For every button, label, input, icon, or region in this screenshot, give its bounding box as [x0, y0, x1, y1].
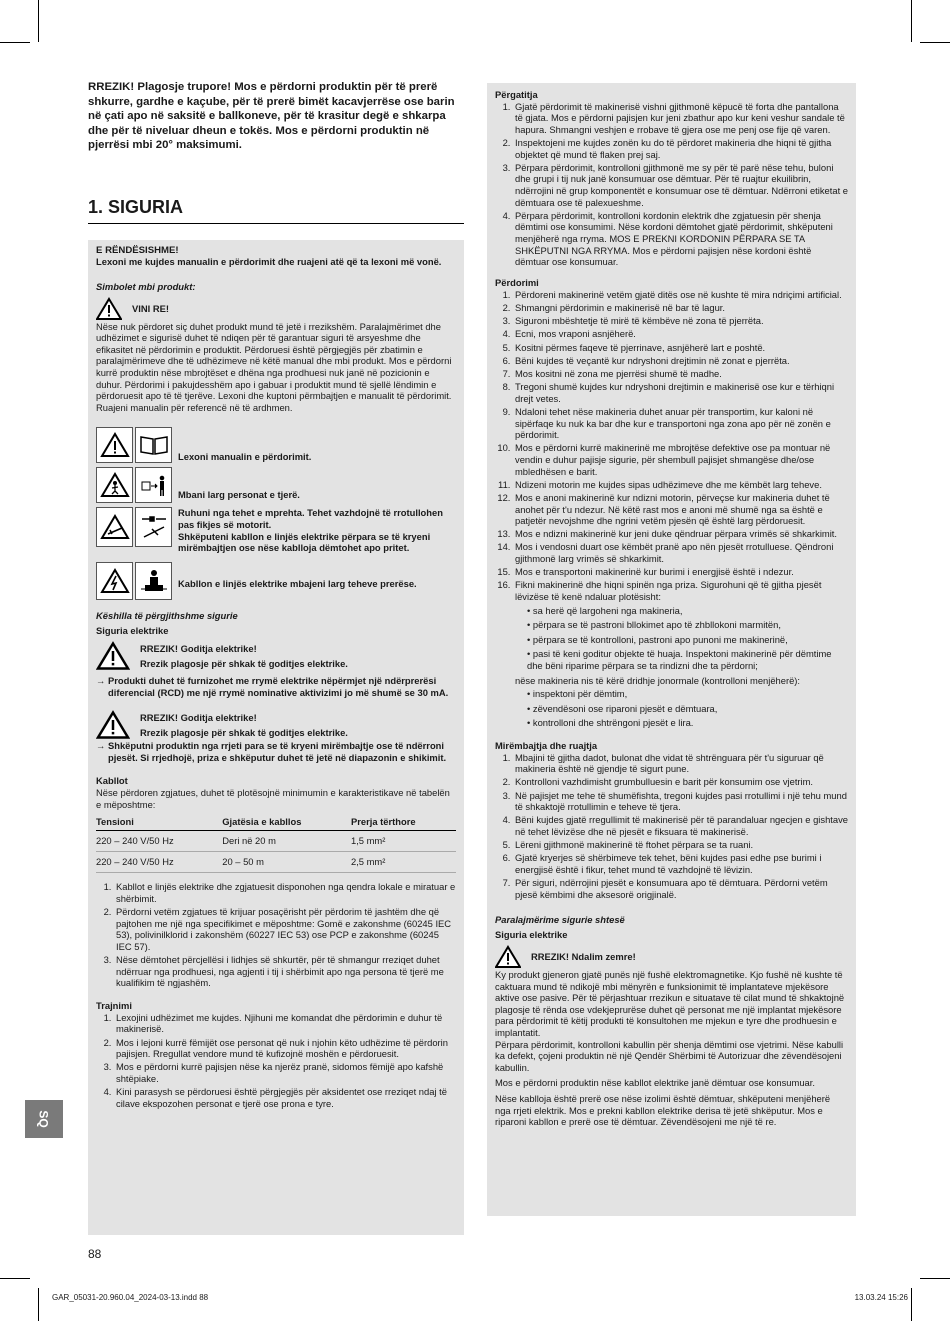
symbol-manual-text: Lexoni manualin e përdorimit.	[178, 451, 312, 463]
use-heading: Përdorimi	[495, 277, 539, 289]
list-item: 5. Lëreni gjithmonë makinerinë të ftohet përpara se ta ruani.	[513, 839, 848, 851]
list-item: 1. Mbajini të gjitha dadot, bulonat dhe vidat të shtrënguara për t'u siguruar që makineria është në gjendje të sigurt pune.	[513, 752, 848, 775]
table-row	[96, 831, 456, 852]
list-item: 3. Siguroni mbështetje të mirë të këmbëve në zona të pjerrëta.	[513, 315, 848, 327]
symbol-bystanders-text: Mbani larg personat e tjerë.	[178, 489, 300, 501]
danger-row-1	[96, 641, 456, 671]
list-item: 3. Mos e përdorni kurrë pajisjen nëse ka njerëz pranë, sidomos fëmijë apo kafshë shtëpiake.	[114, 1061, 456, 1084]
bullets-intro: nëse makineria nis të kërë dridhje jonormale (kontrolloni menjëherë):	[515, 674, 801, 686]
language-tab	[25, 1100, 63, 1138]
symbol-disconnect-text: Shkëputeni kabllon e linjës elektrike përpara se të kryeni mirëmbajtjen ose nëse kablloja dëmtohet apo pritet.	[178, 530, 431, 554]
danger1-title: RREZIK! Goditja elektrike!	[140, 642, 257, 654]
bullet-item: • zëvendësoni ose riparoni pjesët e dëmtuara,	[527, 703, 848, 715]
use-list	[495, 289, 848, 603]
table-cell: 220 – 240 V/50 Hz	[96, 831, 222, 852]
warning-triangle-icon	[96, 467, 133, 503]
crop-mark	[0, 42, 30, 43]
language-code: SQ	[37, 1110, 51, 1128]
list-item: 1. Përdoreni makinerinë vetëm gjatë ditës ose në kushte të mira ndriçimi artificial.	[513, 289, 848, 301]
crop-mark	[0, 1278, 30, 1279]
list-item: 2. Mos i lejoni kurrë fëmijët ose personat që nuk i njohin këto udhëzime të përdorin pajisjen. Rregullat vendore mund të kufizojnë moshën e përdoruesit.	[114, 1037, 456, 1060]
list-item: 3. Në pajisjet me tehe të shumëfishta, tregoni kujdes pasi rrotullimi i një tehu mund të shkaktojë rrotullimin e teheve të tjera.	[513, 790, 848, 813]
disconnect-instruction: → Shkëputni produktin nga rrjeti para se të kryeni mirëmbajtje ose të ndërroni pjesët. Si rrjedhojë, priza e shkëputur duhet të jetë në diapazonin e shikimit.	[96, 740, 447, 763]
heart-warning-row	[495, 945, 848, 969]
list-item: 3. Përpara përdorimit, kontrolloni gjithmonë me sy për të parë nëse tehu, buloni dhe grupi i tij nuk janë konsumuar ose dëmtuar. Për të ruajtur ekuilibrin, ndërrojini në grup komponentët e konsumuar ose të dëmtuar. Ndërroni etiketat e dëmtuara ose të palexueshme.	[513, 162, 848, 208]
symbol-blades-text: Ruhuni nga tehet e mprehta. Tehet vazhdojnë të rrotullohen pas fikjes së motorit.	[178, 507, 443, 531]
person-distance-icon	[135, 467, 172, 503]
list-item: 3. Nëse dëmtohet përcjellësi i lidhjes së shkurtër, për të shmangur rreziqet duhet ndërruar nga prodhuesi, nga agjenti i tij i shërbimit apo nga persona të tjerë me kualifikim të ngjashëm.	[114, 954, 456, 989]
list-item: 16. Fikni makinerinë dhe hiqni spinën nga priza. Sigurohuni që të gjitha pjesët lëvizëse të kenë ndaluar plotësisht:	[513, 579, 848, 602]
list-item: 15. Mos e transportoni makinerinë kur burimi i energjisë është i ndezur.	[513, 566, 848, 578]
rcd-instruction: → Produkti duhet të furnizohet me rrymë elektrike nëpërmjet një ndërprerësi diferencial (RCD) me një rrymë nominative aktivizimi jo më shumë se 30 mA.	[96, 675, 449, 698]
section-title: 1. SIGURIA	[88, 197, 464, 224]
list-item: 2. Kontrolloni vazhdimisht grumbulluesin e barit për konsumim ose vjetrim.	[513, 776, 848, 788]
use-bullets	[495, 605, 848, 729]
prep-heading: Përgatitja	[495, 89, 538, 100]
list-item: 6. Bëni kujdes të veçantë kur ndryshoni drejtimin në zonat e pjerrëta.	[513, 355, 848, 367]
table-header: Prerja tërthore	[351, 813, 456, 831]
list-item: 4. Bëni kujdes gjatë rregullimit të makinerisë për të parandaluar ngecjen e gishtave në tehet lëvizëse dhe në pjesët e fiksuara të makinerisë.	[513, 814, 848, 837]
plug-disconnect-icon	[135, 507, 172, 547]
table-header: Gjatësia e kabllos	[222, 813, 351, 831]
list-item: 8. Tregoni shumë kujdes kur ndryshoni drejtimin e makinerisë ose kur e tërhiqni drejt vetes.	[513, 381, 848, 404]
bullet-item: • sa herë që largoheni nga makineria,	[527, 605, 848, 617]
maint-list	[495, 752, 848, 901]
warning-triangle-icon	[96, 427, 133, 463]
list-item: 2. Shmangni përdorimin e makinerisë në bar të lagur.	[513, 302, 848, 314]
maint-heading: Mirëmbajtja dhe ruajtja	[495, 739, 598, 751]
vini-re-text: Nëse nuk përdoret siç duhet produkt mund të jetë i rrezikshëm. Paralajmërimet dhe udhëzimet e sigurisë duhet të ndiqen për të garantuar siguri të arsyeshme dhe efikasitet në përdorimin e produktit. Përdoruesi është përgjegjës për zbatimin e paralajmërimeve dhe të udhëzimeve në këtë manual dhe mbi produkt. Mos e përdorni kurrë produktin nëse mbrojtëset e dhëna nga prodhuesi nuk janë në pozicionin e duhur. Përdorimi i pakujdesshëm apo i gabuar i produktit mund të sjellë lëndimin e përdoruesit apo të të tjerëve. Lexoni dhe kuptoni përmbajtjen e manualit të përdorimit. Ruajeni manualin për referencë në të ardhmen.	[96, 320, 452, 413]
prep-list	[495, 101, 848, 268]
list-item: 9. Ndaloni tehet nëse makineria duhet anuar për transportim, kur kaloni në sipërfaqe ku nuk ka bar dhe kur e transportoni nga zona apo për në zonën e përdorimit.	[513, 406, 848, 441]
list-item: 11. Ndizeni motorin me kujdes sipas udhëzimeve dhe me këmbët larg teheve.	[513, 479, 848, 491]
list-item: 4. Ecni, mos vraponi asnjëherë.	[513, 328, 848, 340]
crop-mark	[920, 1278, 950, 1279]
symbol-row-blades	[96, 507, 456, 553]
footer-timestamp: 13.03.24 15:26	[854, 1293, 908, 1302]
list-item: 12. Mos e anoni makinerinë kur ndizni motorin, përveçse kur makineria duhet të anohet për t'u ndezur. Në këtë rast mos e anoni më shumë nga sa është e patjetër nevojshme dhe ngrini vetëm pjesën që është larg përdoruesit.	[513, 492, 848, 527]
crop-mark	[911, 0, 912, 42]
general-heading: Këshilla të përgjithshme sigurie	[96, 609, 238, 621]
symbol-blades-texts	[172, 507, 456, 553]
danger2-title: RREZIK! Goditja elektrike!	[140, 712, 257, 724]
list-item: 2. Inspektojeni me kujdes zonën ku do të përdoret makineria dhe hiqni të gjitha objektet që mund të flaken prej saj.	[513, 137, 848, 160]
table-cell: 20 – 50 m	[222, 852, 351, 873]
crop-mark	[38, 1288, 39, 1321]
table-cell: Deri në 20 m	[222, 831, 351, 852]
extra-heading: Paralajmërime sigurie shtesë	[495, 913, 625, 925]
symbols-heading: Simbolet mbi produkt:	[96, 281, 196, 293]
vini-re-row	[96, 297, 456, 321]
cables-table	[96, 813, 456, 873]
safety-box	[88, 240, 464, 1235]
list-item: 10. Mos e përdorni kurrë makinerinë me mbrojtëse defektive ose pa montuar në vendin e duhur pajisje sigurie, për shembull pajisjet shmangëse dhe/ose mbledhësen e barit.	[513, 442, 848, 477]
electric-warning-icon	[96, 562, 133, 600]
page-number: 88	[88, 1247, 102, 1261]
bullet-item: • përpara se të pastroni bllokimet apo të zhbllokoni marmitën,	[527, 619, 848, 631]
list-item: 5. Kositni përmes faqeve të pjerrinave, asnjëherë lart e poshtë.	[513, 342, 848, 354]
bullet-item: • përpara se të kontrolloni, pastroni apo punoni me makinerinë,	[527, 634, 848, 646]
vini-re-label: VINI RE!	[132, 302, 169, 314]
warning-triangle-icon	[96, 507, 133, 547]
table-cell: 220 – 240 V/50 Hz	[96, 852, 222, 873]
table-cell: 2,5 mm²	[351, 852, 456, 873]
extra-paragraph-2: Përpara përdorimit, kontrolloni kabullin për shenja dëmtimi ose vjetrimi. Nëse kabulli ka defekt, çojeni produktin në një Qendër Shërbimi të Autorizuar dhe zëvendësojeni kabullin.	[495, 1038, 844, 1073]
danger-row-2	[96, 710, 456, 740]
list-item: 13. Mos e ndizni makinerinë kur jeni duke qëndruar përpara vrimës së shkarkimit.	[513, 528, 848, 540]
symbol-cable-text: Kabllon e linjës elektrike mbajeni larg teheve prerëse.	[178, 577, 417, 589]
warning-triangle-icon	[96, 297, 122, 321]
crop-mark	[911, 1288, 912, 1321]
warning-triangle-icon	[96, 710, 130, 740]
symbol-row-cable	[96, 562, 456, 600]
extra-subheading: Siguria elektrike	[495, 929, 568, 941]
warning-triangle-icon	[495, 945, 521, 969]
bullet-item: • inspektoni për dëmtim,	[527, 688, 848, 700]
danger2-text: Rrezik plagosje për shkak të goditjes elektrike.	[140, 726, 348, 738]
bullet-item: • kontrolloni dhe shtrëngoni pjesët e lira.	[527, 717, 848, 729]
extra-paragraph-1: Ky produkt gjeneron gjatë punës një fushë elektromagnetike. Kjo fushë në kushte të caktuara mund të ndikojë mbi mënyrën e funksionimit të implantateve mjekësore aktive ose pasive. Për të përjashtuar rrezikun e situatave të cilat mund të shkaktojnë plagosje të rënda ose vdekjeprurëse duhet që personat me një implantat mjekësore para përdorimit të këtij produkti të konsultohen me mjekun e tyre dhe prodhuesin e implantatit.	[495, 969, 845, 1038]
mower-cable-icon	[135, 562, 172, 600]
list-item: 6. Gjatë kryerjes së shërbimeve tek tehet, bëni kujdes pasi edhe pse burimi i energjisë është i fikur, tehet mund të vazhdojnë të lëvizin.	[513, 852, 848, 875]
list-item: 7. Për siguri, ndërrojini pjesët e konsumuara apo të dëmtuara. Përdorni vetëm pjesë këmbimi dhe aksesorë origjinalë.	[513, 877, 848, 900]
left-column	[88, 80, 464, 1235]
list-item: 1. Lexojini udhëzimet me kujdes. Njihuni me komandat dhe përdorimin e duhur të makinerisë.	[114, 1012, 456, 1035]
list-item: 14. Mos i vendosni duart ose këmbët pranë apo nën pjesët rrotulluese. Qëndroni gjithmonë larg vrimës së shkarkimit.	[513, 541, 848, 564]
warning-triangle-icon	[96, 641, 130, 671]
bullet-list-b	[515, 688, 848, 729]
table-header: Tensioni	[96, 813, 222, 831]
list-item: 1. Gjatë përdorimit të makinerisë vishni gjithmonë këpucë të forta dhe pantallona të gjata. Mos e përdorni pajisjen kur jeni zbathur apo kur keni veshur sandale të hapura. Shmangni veshjen e rrobave të gjera ose me penj ose fije që varen.	[513, 101, 848, 136]
table-row	[96, 852, 456, 873]
danger1-text: Rrezik plagosje për shkak të goditjes elektrike.	[140, 657, 348, 669]
symbol-row-bystanders	[96, 467, 456, 503]
training-list	[96, 1012, 456, 1110]
bullet-item: • pasi të keni goditur objekte të huaja. Inspektoni makinerinë për dëmtime dhe bëni riparime përpara se ta rindizni dhe ta përdorni;	[527, 648, 848, 671]
important-text: Lexoni me kujdes manualin e përdorimit dhe ruajeni atë që ta lexoni më vonë.	[96, 255, 442, 267]
table-cell: 1,5 mm²	[351, 831, 456, 852]
book-icon	[135, 427, 172, 463]
extra-paragraph-3: Mos e përdorni produktin nëse kabllot elektrike janë dëmtuar ose konsumuar.	[495, 1077, 815, 1089]
list-item: 1. Kabllot e linjës elektrike dhe zgjatuesit disponohen nga qendra lokale e miratuar e shërbimit.	[114, 881, 456, 904]
bullet-list-a	[515, 605, 848, 672]
cables-text: Nëse përdoren zgjatues, duhet të plotësojnë minimumin e karakteristikave në tabelën e mëposhtme:	[96, 786, 450, 810]
list-item: 7. Mos kositni në zona me pjerrësi shumë të madhe.	[513, 368, 848, 380]
extra-paragraph-4: Nëse kablloja është prerë ose nëse izolimi është dëmtuar, shkëputeni menjëherë nga rrjeti elektrik. Mos e prekni kabllon elektrike derisa të jetë shkëputur. Mos e riparoni kabllon e prerë ose të dëmtuar. Zëvendësojeni me një të re.	[495, 1092, 831, 1128]
cables-list	[96, 881, 456, 989]
electric-heading: Siguria elektrike	[96, 625, 169, 637]
table-header-row	[96, 813, 456, 831]
important-heading: E RËNDËSISHME!	[96, 244, 179, 256]
crop-mark	[38, 0, 39, 42]
heart-warning-label: RREZIK! Ndalim zemre!	[531, 951, 636, 963]
right-column-box	[487, 83, 856, 1216]
intro-warning: RREZIK! Plagosje trupore! Mos e përdorni produktin për të prerë shkurre, gardhe e kaçube, për të prerë bimët kacavjerrëse ose barin në çati apo në saksitë e ballkoneve, për të krasitur degë e shkarpa dhe për të niveluar dheun e tokës. Mos e përdorni produktin në pjerrësi mbi 20° maksimumi.	[88, 81, 455, 151]
list-item: 2. Përdorni vetëm zgjatues të krijuar posaçërisht për përdorim të jashtëm dhe që pajtohen me një nga specifikimet e mëposhtme: Gomë e zakonshme (60245 IEC 53), polivinilklorid i zakonshëm (60227 IEC 53) ose PCP e zakonshme (60245 IEC 57).	[114, 906, 456, 952]
training-heading: Trajnimi	[96, 1000, 132, 1012]
cables-heading: Kabllot	[96, 775, 128, 787]
footer-file-info: GAR_05031-20.960.04_2024-03-13.indd 88	[52, 1293, 209, 1302]
list-item: 4. Kini parasysh se përdoruesi është përgjegjës për aksidentet ose rreziqet ndaj të cilave ekspozohen personat e tjerë ose prona e tyre.	[114, 1086, 456, 1109]
symbol-row-manual	[96, 427, 456, 463]
crop-mark	[920, 42, 950, 43]
list-item: 4. Përpara përdorimit, kontrolloni kordonin elektrik dhe zgjatuesin për shenja dëmtimi ose konsumimi. Nëse kordoni dëmtohet gjatë përdorimit, shkëputeni menjëherë nga rryma. MOS E PREKNI KORDONIN PËRPARA SE TA SHKËPUTNI NGA RRYMA. Mos e përdorni pajisjen nëse kordoni është dëmtuar ose konsumuar.	[513, 210, 848, 268]
